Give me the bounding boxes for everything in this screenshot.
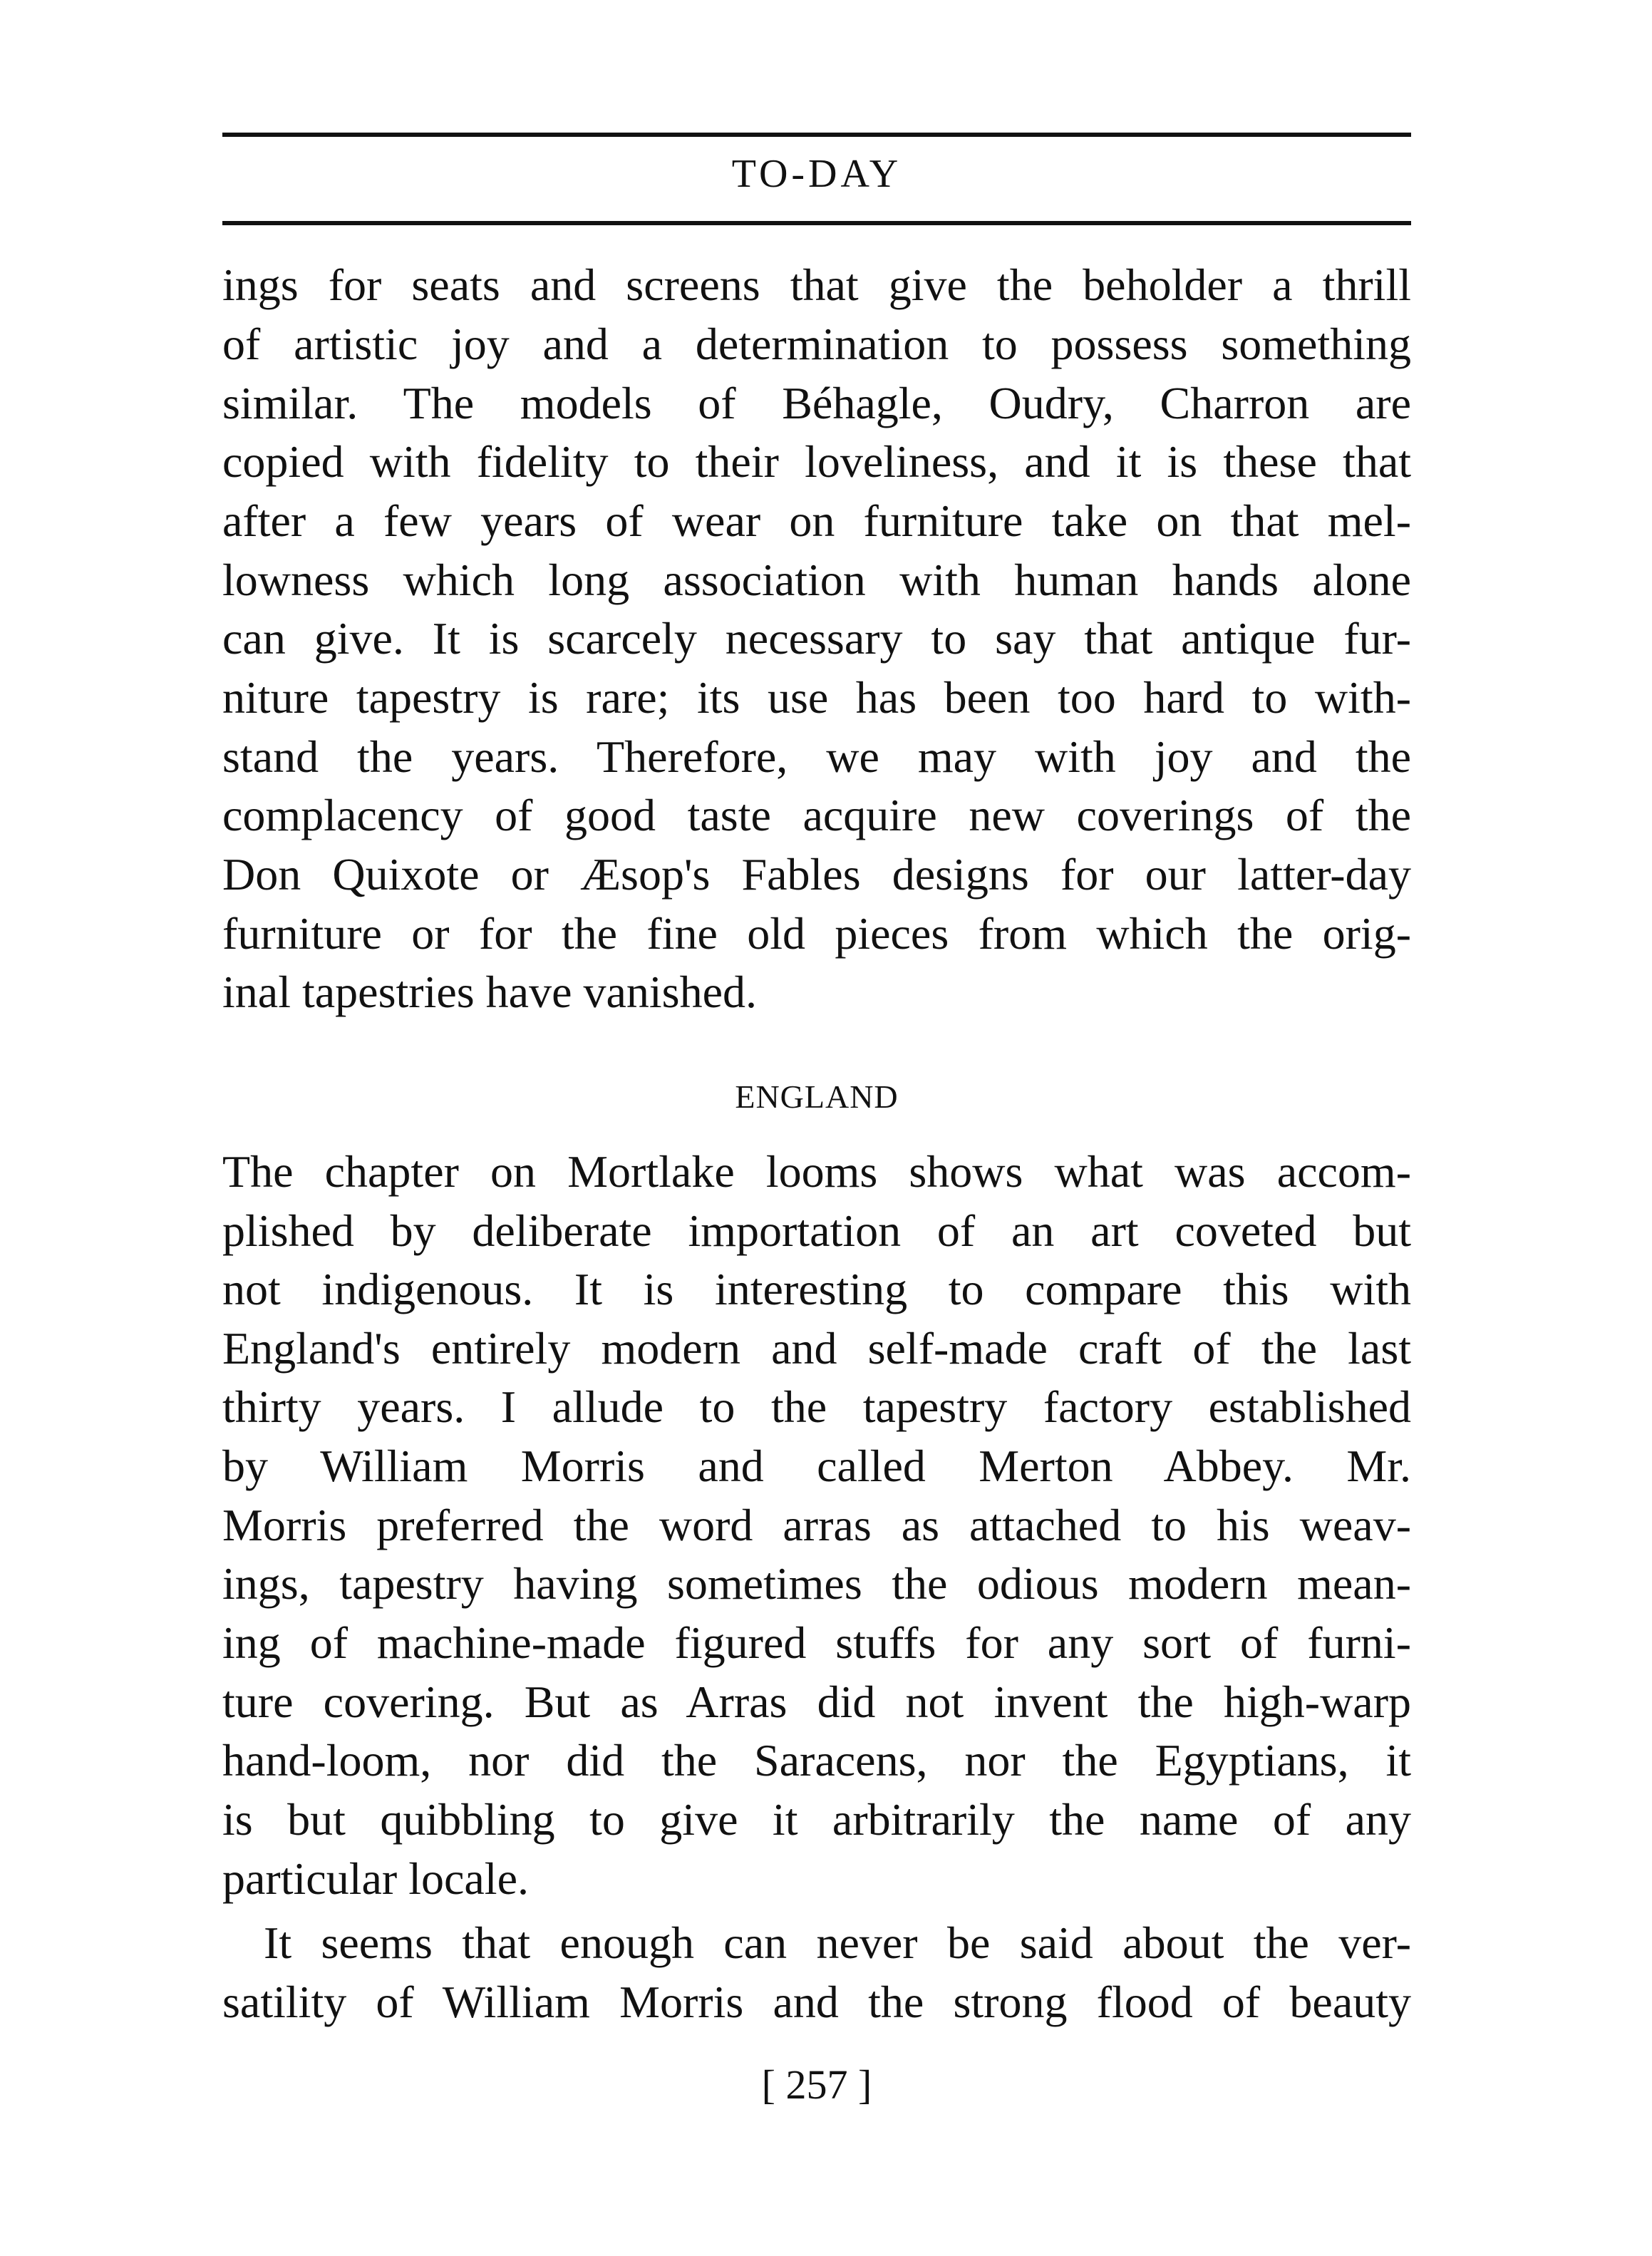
- paragraph-1-line: furniture or for the fine old pieces from which the orig-: [222, 908, 1411, 959]
- header-rule-bottom: [222, 221, 1411, 225]
- page-number: [ 257 ]: [761, 2061, 872, 2108]
- paragraph-2-line: by William Morris and called Merton Abbey. Mr.: [222, 1441, 1411, 1491]
- paragraph-1-line: copied with fidelity to their loveliness, and it is these that: [222, 436, 1411, 487]
- paragraph-2-line: Morris preferred the word arras as attached to his weav-: [222, 1500, 1411, 1550]
- paragraph-2-line: ture covering. But as Arras did not invent the high-warp: [222, 1676, 1411, 1727]
- paragraph-1-line: stand the years. Therefore, we may with joy and the: [222, 731, 1411, 782]
- paragraph-2-line: not indigenous. It is interesting to compare this with: [222, 1264, 1411, 1314]
- paragraph-1-line: complacency of good taste acquire new coverings of the: [222, 790, 1411, 840]
- paragraph-2-line: plished by deliberate importation of an art coveted but: [222, 1205, 1411, 1256]
- paragraph-2-line: ings, tapestry having sometimes the odious modern mean-: [222, 1558, 1411, 1609]
- paragraph-2-line: The chapter on Mortlake looms shows what was accom-: [222, 1146, 1411, 1197]
- paragraph-3-line: satility of William Morris and the strong flood of beauty: [222, 1977, 1411, 2027]
- paragraph-1-line: similar. The models of Béhagle, Oudry, Charron are: [222, 378, 1411, 428]
- paragraph-2-line: hand-loom, nor did the Saracens, nor the Egyptians, it: [222, 1735, 1411, 1786]
- paragraph-1-line: of artistic joy and a determination to possess something: [222, 319, 1411, 369]
- paragraph-2-line: ing of machine-made figured stuffs for any sort of furni-: [222, 1617, 1411, 1668]
- paragraph-1-line: can give. It is scarcely necessary to say that antique fur-: [222, 613, 1411, 664]
- paragraph-1-line: Don Quixote or Æsop's Fables designs for our latter-day: [222, 849, 1411, 900]
- paragraph-2-line: England's entirely modern and self-made craft of the last: [222, 1323, 1411, 1374]
- paragraph-1-line: after a few years of wear on furniture take on that mel-: [222, 495, 1411, 546]
- header-rule-top: [222, 133, 1411, 137]
- paragraph-2-line: particular locale.: [222, 1853, 529, 1904]
- paragraph-1-line: lowness which long association with human hands alone: [222, 555, 1411, 605]
- paragraph-3-line: It seems that enough can never be said about the ver-: [264, 1917, 1411, 1968]
- section-heading: ENGLAND: [735, 1078, 899, 1115]
- running-head: TO-DAY: [731, 152, 902, 196]
- paragraph-1-line: niture tapestry is rare; its use has been too hard to with-: [222, 672, 1411, 723]
- paragraph-1-line: ings for seats and screens that give the beholder a thrill: [222, 259, 1411, 310]
- paragraph-1-line: inal tapestries have vanished.: [222, 967, 757, 1017]
- paragraph-2-line: thirty years. I allude to the tapestry factory established: [222, 1381, 1411, 1432]
- paragraph-2-line: is but quibbling to give it arbitrarily the name of any: [222, 1794, 1411, 1845]
